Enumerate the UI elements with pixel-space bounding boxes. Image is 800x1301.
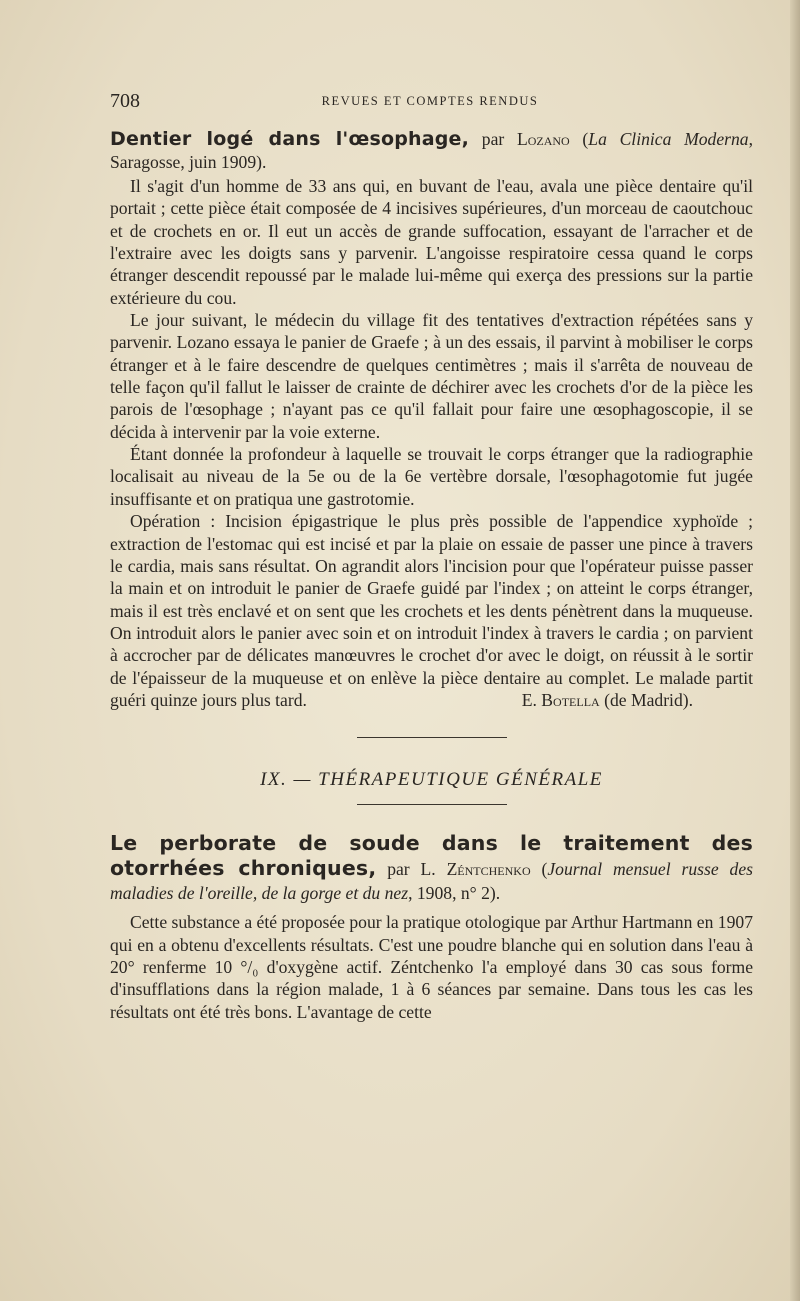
article1-author: Lozano bbox=[516, 129, 570, 149]
article2-title: Le perborate de soude dans le traitement des otorrhées chroniques, bbox=[110, 831, 753, 881]
running-head: REVUES ET COMPTES RENDUS bbox=[321, 94, 539, 108]
article1-title: Dentier logé dans l'œsophage, bbox=[110, 128, 470, 150]
article1-paragraph: Il s'agit d'un homme de 33 ans qui, en buvant de l'eau, avala une pièce dentaire qu'il portait ; cette pièce était composée de 4 incisives supérieures, d'un morceau de caoutchouc et de crochets en or. Il eut un accès de grande suffocation, essayant de l'arracher et de l'extraire avec les doigts sans y parvenir. L'angoisse respiratoire cessa quand le corps étranger descendit repoussé par le malade lui-même qui exerça des pressions sur la partie extérieure du cou. bbox=[110, 176, 753, 308]
article2-source-open: ( bbox=[530, 859, 548, 880]
article1-paragraph-text: Opération : Incision épigastrique le plus près possible de l'appendice xyphoïde ; extraction de l'estomac qui est incisé et par la plaie on essaie de passer une pince à travers le cardia, mais sans résultat. On agrandit alors l'incision pour que l'opérateur puisse passer la main et on introduit le panier de Graefe guidé par l'index ; on atteint le corps étranger, mais il est très enclavé et on sent que les crochets et les dents pénètrent dans la muqueuse. On introduit alors le panier avec soin et on introduit l'index à travers le cardia ; on parvient à accrocher par de délicates manœuvres le crochet d'or avec le doigt, on réussit à le sortir de l'épaisseur de la muqueuse et on enlève la pièce dentaire au complet. Le malade partit guéri quinze jours plus tard. bbox=[110, 511, 753, 710]
article1-source-open: ( bbox=[569, 129, 589, 149]
article1-paragraph bbox=[110, 510, 753, 711]
page-header bbox=[110, 90, 750, 114]
article2-source-rest: , 1908, n° 2). bbox=[408, 883, 501, 904]
article2-source: Journal mensuel russe des maladies de l'oreille, de la gorge et du nez bbox=[110, 859, 753, 904]
article2-by: par L. bbox=[376, 859, 447, 880]
article2-author: Zéntchenko bbox=[446, 859, 531, 880]
article1-heading bbox=[110, 128, 753, 174]
article1-signature bbox=[502, 689, 693, 711]
signature-initial: E. bbox=[521, 689, 542, 710]
signature-place: (de Madrid). bbox=[599, 689, 693, 710]
signature-name: Botella bbox=[541, 689, 600, 710]
article1-source-rest: , Saragosse, juin 1909). bbox=[110, 129, 753, 172]
article1-by: par bbox=[469, 129, 517, 149]
section-title: IX. — THÉRAPEUTIQUE GÉNÉRALE bbox=[260, 769, 603, 791]
page-number: 708 bbox=[110, 90, 140, 112]
article2-paragraph: Cette substance a été proposée pour la pratique otologique par Arthur Hartmann en 1907 qui en a obtenu d'excellents résultats. C'est une poudre blanche qui en solution dans l'eau à 20° renferme 10 °/₀ d'oxygène actif. Zéntchenko l'a employé dans 30 cas sous forme d'insufflations dans la région malade, 1 à 6 séances par semaine. Dans tous les cas les résultats ont été très bons. L'avantage de cette bbox=[110, 912, 753, 1022]
page-edge bbox=[790, 0, 800, 1301]
article1-source: La Clinica Moderna bbox=[588, 129, 749, 149]
article1-paragraph: Le jour suivant, le médecin du village fit des tentatives d'extraction répétées sans y parvenir. Lozano essaya le panier de Graefe ; à un des essais, il parvint à mobiliser le corps étranger et à le faire descendre de quelques centimètres ; mais il s'arrêta de nouveau de telle façon qu'il fallut le laisser de crainte de déchirer avec les crochets d'or de la pièce les parois de l'œsophage ; n'ayant pas ce qu'il fallait pour faire une œsophagoscopie, il se décida à intervenir par la voie externe. bbox=[110, 310, 753, 442]
article2-heading bbox=[110, 831, 753, 905]
page-content bbox=[110, 128, 753, 1023]
article1-paragraph: Étant donnée la profondeur à laquelle se trouvait le corps étranger que la radiographie localisait au niveau de la 5e ou de la 6e vertèbre dorsale, l'œsophagotomie fut jugée insuffisante et on pratiqua une gastrotomie. bbox=[110, 444, 753, 509]
